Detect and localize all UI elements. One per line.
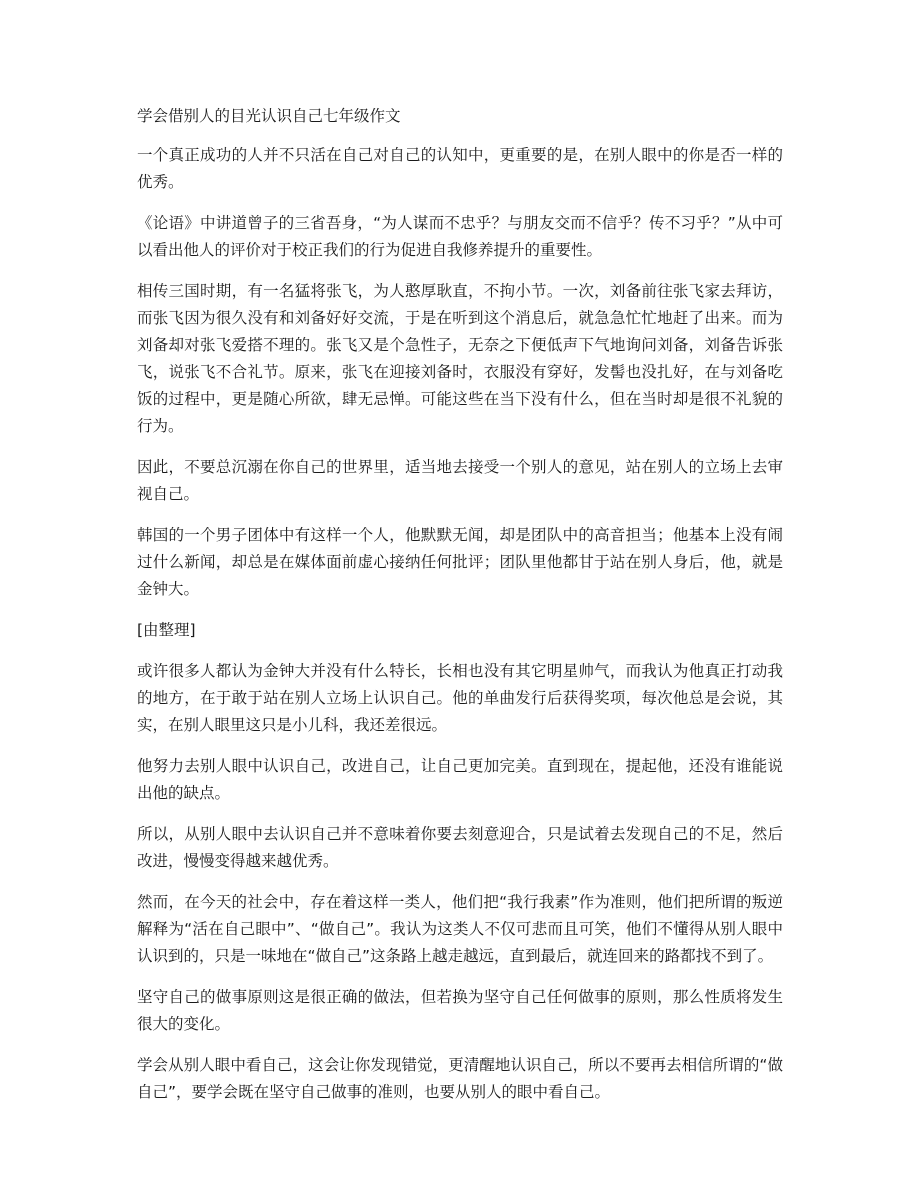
paragraph-7: 他努力去别人眼中认识自己，改进自己，让自己更加完美。直到现在，提起他，还没有谁能说出他的缺点。: [137, 757, 783, 802]
paragraph-1: 一个真正成功的人并不只活在自己对自己的认知中，更重要的是，在别人眼中的你是否一样的优秀。: [137, 146, 783, 191]
document-page: [137, 103, 783, 1120]
document-title: 学会借别人的目光认识自己七年级作文: [137, 107, 401, 125]
paragraph-10: 坚守自己的做事原则这是很正确的做法，但若换为坚守自己任何做事的原则，那么性质将发生很大的变化。: [137, 988, 783, 1033]
paragraph-6: 或许很多人都认为金钟大并没有什么特长，长相也没有其它明星帅气，而我认为他真正打动我的地方，在于敢于站在别人立场上认识自己。他的单曲发行后获得奖项，每次他总是会说，其实，在别人眼里这只是小儿科，我还差很远。: [137, 662, 783, 734]
paragraph-11: 学会从别人眼中看自己，这会让你发现错觉，更清醒地认识自己，所以不要再去相信所谓的“做自己”，要学会既在坚守自己做事的准则，也要从别人的眼中看自己。: [137, 1056, 783, 1101]
paragraph-5: 韩国的一个男子团体中有这样一个人，他默默无闻，却是团队中的高音担当；他基本上没有闹过什么新闻，却总是在媒体面前虚心接纳任何批评；团队里他都甘于站在别人身后，他，就是金钟大。: [137, 526, 783, 598]
paragraph-8: 所以，从别人眼中去认识自己并不意味着你要去刻意迎合，只是试着去发现自己的不足，然后改进，慢慢变得越来越优秀。: [137, 825, 783, 870]
paragraph-3: 相传三国时期，有一名猛将张飞，为人憨厚耿直，不拘小节。一次，刘备前往张飞家去拜访，而张飞因为很久没有和刘备好好交流，于是在听到这个消息后，就急急忙忙地赶了出来。而为刘备却对张飞爱搭不理的。张飞又是个急性子，无奈之下便低声下气地询问刘备，刘备告诉张飞，说张飞不合礼节。原来，张飞在迎接刘备时，衣服没有穿好，发髻也没扎好，在与刘备吃饭的过程中，更是随心所欲，肆无忌惮。可能这些在当下没有什么，但在当时却是很不礼貌的行为。: [137, 282, 783, 435]
paragraph-9: 然而，在今天的社会中，存在着这样一类人，他们把“我行我素”作为准则，他们把所谓的叛逆解释为“活在自己眼中”、“做自己”。我认为这类人不仅可悲而且可笑，他们不懂得从别人眼中认识到的，只是一味地在“做自己”这条路上越走越远，直到最后，就连回来的路都找不到了。: [137, 893, 783, 965]
paragraph-2: 《论语》中讲道曾子的三省吾身，“为人谋而不忠乎？与朋友交而不信乎？传不习乎？”从中可以看出他人的评价对于校正我们的行为促进自我修养提升的重要性。: [137, 214, 783, 259]
source-note: [由整理]: [137, 621, 196, 639]
paragraph-4: 因此，不要总沉溺在你自己的世界里，适当地去接受一个别人的意见，站在别人的立场上去审视自己。: [137, 458, 783, 503]
